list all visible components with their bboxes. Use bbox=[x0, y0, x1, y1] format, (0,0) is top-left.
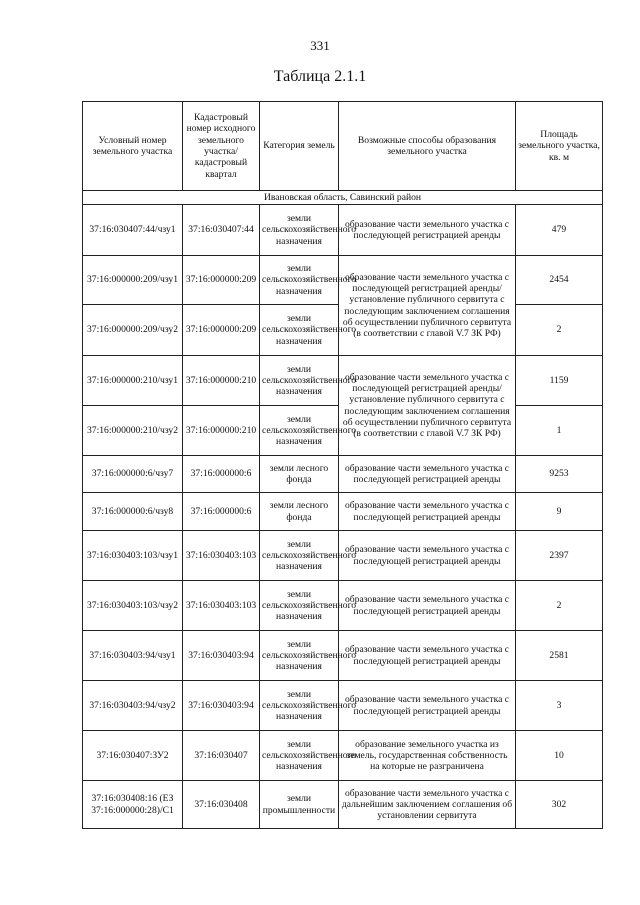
cell-category: земли сельскохозяйственного назначения bbox=[260, 256, 339, 305]
cell-method: образование части земельного участка с последующей регистрацией аренды/установление публичного сервитута с последующим заключением соглашения об осуществлении публичного сервитута (в соответствии с главой V.7 ЗК РФ) bbox=[339, 356, 516, 456]
cell-category: земли лесного фонда bbox=[260, 456, 339, 493]
cell-area: 3 bbox=[516, 681, 603, 731]
table-row bbox=[83, 356, 603, 406]
cell-method: образование земельного участка из земель, государственная собственность на которые не разграничена bbox=[339, 731, 516, 781]
header-area: Площадь земельного участка, кв. м bbox=[516, 102, 603, 191]
table-row bbox=[83, 681, 603, 731]
cell-cadastral-number: 37:16:030403:94 bbox=[183, 631, 260, 681]
table-row bbox=[83, 631, 603, 681]
cell-area: 10 bbox=[516, 731, 603, 781]
header-methods: Возможные способы образования земельного участка bbox=[339, 102, 516, 191]
cell-method: образование части земельного участка с последующей регистрацией аренды bbox=[339, 581, 516, 631]
cell-area: 1 bbox=[516, 406, 603, 456]
page-number: 331 bbox=[310, 38, 330, 53]
cell-category: земли сельскохозяйственного назначения bbox=[260, 581, 339, 631]
cell-area: 479 bbox=[516, 205, 603, 256]
cell-method: образование части земельного участка с последующей регистрацией аренды bbox=[339, 631, 516, 681]
cell-category: земли сельскохозяйственного назначения bbox=[260, 356, 339, 406]
header-category: Категория земель bbox=[260, 102, 339, 191]
cell-area: 1159 bbox=[516, 356, 603, 406]
cell-conditional-number: 37:16:030408:16 (ЕЗ 37:16:000000:28)/С1 bbox=[83, 781, 183, 829]
cell-area: 9253 bbox=[516, 456, 603, 493]
cell-category: земли сельскохозяйственного назначения bbox=[260, 305, 339, 356]
table-row bbox=[83, 456, 603, 493]
cell-category: земли сельскохозяйственного назначения bbox=[260, 681, 339, 731]
cell-conditional-number: 37:16:030407:ЗУ2 bbox=[83, 731, 183, 781]
cell-cadastral-number: 37:16:000000:210 bbox=[183, 356, 260, 406]
cell-area: 2581 bbox=[516, 631, 603, 681]
cell-method: образование части земельного участка с последующей регистрацией аренды bbox=[339, 531, 516, 581]
cell-cadastral-number: 37:16:030407:44 bbox=[183, 205, 260, 256]
cell-conditional-number: 37:16:000000:6/чзу7 bbox=[83, 456, 183, 493]
cell-conditional-number: 37:16:030403:103/чзу2 bbox=[83, 581, 183, 631]
cell-method: образование части земельного участка с последующей регистрацией аренды bbox=[339, 456, 516, 493]
table-row bbox=[83, 731, 603, 781]
table-row bbox=[83, 781, 603, 829]
cell-method: образование части земельного участка с последующей регистрацией аренды bbox=[339, 493, 516, 531]
cell-area: 2 bbox=[516, 581, 603, 631]
cell-cadastral-number: 37:16:000000:209 bbox=[183, 256, 260, 305]
cell-category: земли лесного фонда bbox=[260, 493, 339, 531]
cell-conditional-number: 37:16:000000:210/чзу2 bbox=[83, 406, 183, 456]
cell-cadastral-number: 37:16:000000:210 bbox=[183, 406, 260, 456]
cell-conditional-number: 37:16:030403:94/чзу2 bbox=[83, 681, 183, 731]
cell-category: земли сельскохозяйственного назначения bbox=[260, 631, 339, 681]
region-row bbox=[83, 191, 603, 205]
header-conditional-number: Условный номер земельного участка bbox=[83, 102, 183, 191]
cell-area: 2454 bbox=[516, 256, 603, 305]
cell-method: образование части земельного участка с последующей регистрацией аренды/установление публичного сервитута с последующим заключением соглашения об осуществлении публичного сервитута (в соответствии с главой V.7 ЗК РФ) bbox=[339, 256, 516, 356]
header-cadastral-number: Кадастровый номер исходного земельного участка/кадастровый квартал bbox=[183, 102, 260, 191]
cell-conditional-number: 37:16:030407:44/чзу1 bbox=[83, 205, 183, 256]
cell-conditional-number: 37:16:000000:6/чзу8 bbox=[83, 493, 183, 531]
cell-conditional-number: 37:16:000000:209/чзу2 bbox=[83, 305, 183, 356]
table-row bbox=[83, 205, 603, 256]
region-cell: Ивановская область, Савинский район bbox=[83, 191, 603, 205]
cell-category: земли промышленности bbox=[260, 781, 339, 829]
cell-area: 9 bbox=[516, 493, 603, 531]
cell-cadastral-number: 37:16:000000:209 bbox=[183, 305, 260, 356]
cell-area: 302 bbox=[516, 781, 603, 829]
cell-cadastral-number: 37:16:030403:103 bbox=[183, 531, 260, 581]
cell-method: образование части земельного участка с последующей регистрацией аренды bbox=[339, 205, 516, 256]
cell-area: 2397 bbox=[516, 531, 603, 581]
cell-cadastral-number: 37:16:000000:6 bbox=[183, 493, 260, 531]
cell-cadastral-number: 37:16:030407 bbox=[183, 731, 260, 781]
cell-method: образование части земельного участка с дальнейшим заключением соглашения об установлении сервитута bbox=[339, 781, 516, 829]
cell-method: образование части земельного участка с последующей регистрацией аренды bbox=[339, 681, 516, 731]
cell-conditional-number: 37:16:030403:94/чзу1 bbox=[83, 631, 183, 681]
cell-conditional-number: 37:16:030403:103/чзу1 bbox=[83, 531, 183, 581]
cell-category: земли сельскохозяйственного назначения bbox=[260, 731, 339, 781]
cell-cadastral-number: 37:16:000000:6 bbox=[183, 456, 260, 493]
table-row bbox=[83, 256, 603, 305]
cell-cadastral-number: 37:16:030408 bbox=[183, 781, 260, 829]
cell-category: земли сельскохозяйственного назначения bbox=[260, 531, 339, 581]
cell-cadastral-number: 37:16:030403:94 bbox=[183, 681, 260, 731]
cell-conditional-number: 37:16:000000:210/чзу1 bbox=[83, 356, 183, 406]
header-row bbox=[83, 102, 603, 191]
cell-conditional-number: 37:16:000000:209/чзу1 bbox=[83, 256, 183, 305]
cell-category: земли сельскохозяйственного назначения bbox=[260, 205, 339, 256]
table-row bbox=[83, 493, 603, 531]
cell-area: 2 bbox=[516, 305, 603, 356]
cell-cadastral-number: 37:16:030403:103 bbox=[183, 581, 260, 631]
table-title: Таблица 2.1.1 bbox=[273, 68, 367, 85]
table-row bbox=[83, 531, 603, 581]
cell-category: земли сельскохозяйственного назначения bbox=[260, 406, 339, 456]
land-plots-table bbox=[82, 101, 603, 829]
table-row bbox=[83, 581, 603, 631]
